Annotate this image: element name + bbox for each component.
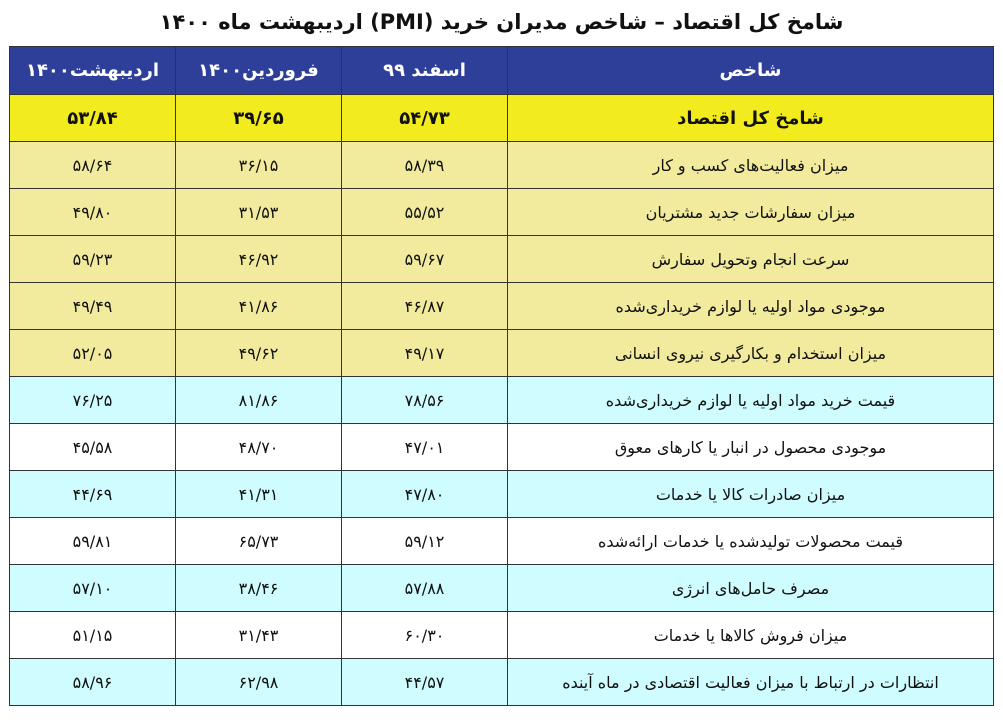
row-label: قیمت خرید مواد اولیه یا لوازم خریداری‌شده	[508, 377, 994, 424]
cell-farvardin: ۶۲/۹۸	[176, 659, 342, 706]
cell-ordibehesht: ۵۹/۲۳	[10, 236, 176, 283]
row-label: موجودی محصول در انبار یا کارهای معوق	[508, 424, 994, 471]
cell-ordibehesht: ۴۴/۶۹	[10, 471, 176, 518]
cell-farvardin: ۶۵/۷۳	[176, 518, 342, 565]
cell-farvardin: ۴۹/۶۲	[176, 330, 342, 377]
cell-ordibehesht: ۵۱/۱۵	[10, 612, 176, 659]
table-row	[10, 565, 994, 612]
row-label: مصرف حامل‌های انرژی	[508, 565, 994, 612]
table-row	[10, 471, 994, 518]
cell-esfand: ۶۰/۳۰	[342, 612, 508, 659]
table-row	[10, 236, 994, 283]
cell-ordibehesht: ۷۶/۲۵	[10, 377, 176, 424]
row-label: موجودی مواد اولیه یا لوازم خریداری‌شده	[508, 283, 994, 330]
row-label: انتظارات در ارتباط با میزان فعالیت اقتصادی در ماه آینده	[508, 659, 994, 706]
cell-esfand: ۷۸/۵۶	[342, 377, 508, 424]
cell-esfand: ۵۴/۷۳	[342, 95, 508, 142]
cell-farvardin: ۳۹/۶۵	[176, 95, 342, 142]
cell-esfand: ۵۵/۵۲	[342, 189, 508, 236]
table-row	[10, 377, 994, 424]
page-title: شامخ کل اقتصاد – شاخص مدیران خرید (PMI) اردیبهشت ماه ۱۴۰۰	[159, 10, 844, 34]
table-row	[10, 142, 994, 189]
table-row	[10, 189, 994, 236]
row-label: میزان فعالیت‌های کسب و کار	[508, 142, 994, 189]
cell-farvardin: ۳۱/۵۳	[176, 189, 342, 236]
cell-esfand: ۵۹/۱۲	[342, 518, 508, 565]
cell-farvardin: ۴۸/۷۰	[176, 424, 342, 471]
table-row	[10, 330, 994, 377]
cell-ordibehesht: ۵۳/۸۴	[10, 95, 176, 142]
table-row	[10, 424, 994, 471]
pmi-table	[9, 46, 994, 706]
cell-esfand: ۴۷/۸۰	[342, 471, 508, 518]
row-label: میزان صادرات کالا یا خدمات	[508, 471, 994, 518]
cell-esfand: ۴۷/۰۱	[342, 424, 508, 471]
row-label: میزان سفارشات جدید مشتریان	[508, 189, 994, 236]
cell-ordibehesht: ۵۸/۶۴	[10, 142, 176, 189]
row-label: میزان فروش کالاها یا خدمات	[508, 612, 994, 659]
cell-farvardin: ۴۶/۹۲	[176, 236, 342, 283]
row-label: میزان استخدام و بکارگیری نیروی انسانی	[508, 330, 994, 377]
table-row	[10, 612, 994, 659]
cell-ordibehesht: ۴۵/۵۸	[10, 424, 176, 471]
cell-farvardin: ۴۱/۳۱	[176, 471, 342, 518]
header-farvardin-1400: فروردین۱۴۰۰	[176, 47, 342, 95]
header-indicator: شاخص	[508, 47, 994, 95]
cell-esfand: ۴۹/۱۷	[342, 330, 508, 377]
cell-farvardin: ۸۱/۸۶	[176, 377, 342, 424]
row-label: سرعت انجام وتحویل سفارش	[508, 236, 994, 283]
header-ordibehesht-1400: اردیبهشت۱۴۰۰	[10, 47, 176, 95]
table-row	[10, 518, 994, 565]
cell-ordibehesht: ۵۷/۱۰	[10, 565, 176, 612]
table-row-total	[10, 95, 994, 142]
cell-ordibehesht: ۴۹/۴۹	[10, 283, 176, 330]
table-row	[10, 283, 994, 330]
table-row	[10, 659, 994, 706]
cell-esfand: ۵۷/۸۸	[342, 565, 508, 612]
cell-farvardin: ۴۱/۸۶	[176, 283, 342, 330]
table-header-row	[10, 47, 994, 95]
cell-esfand: ۵۸/۳۹	[342, 142, 508, 189]
cell-esfand: ۴۶/۸۷	[342, 283, 508, 330]
cell-esfand: ۵۹/۶۷	[342, 236, 508, 283]
row-label: قیمت محصولات تولیدشده یا خدمات ارائه‌شده	[508, 518, 994, 565]
cell-farvardin: ۳۸/۴۶	[176, 565, 342, 612]
row-label: شامخ کل اقتصاد	[508, 95, 994, 142]
cell-ordibehesht: ۴۹/۸۰	[10, 189, 176, 236]
header-esfand-99: اسفند ۹۹	[342, 47, 508, 95]
cell-farvardin: ۳۶/۱۵	[176, 142, 342, 189]
cell-esfand: ۴۴/۵۷	[342, 659, 508, 706]
cell-ordibehesht: ۵۹/۸۱	[10, 518, 176, 565]
cell-farvardin: ۳۱/۴۳	[176, 612, 342, 659]
cell-ordibehesht: ۵۲/۰۵	[10, 330, 176, 377]
cell-ordibehesht: ۵۸/۹۶	[10, 659, 176, 706]
